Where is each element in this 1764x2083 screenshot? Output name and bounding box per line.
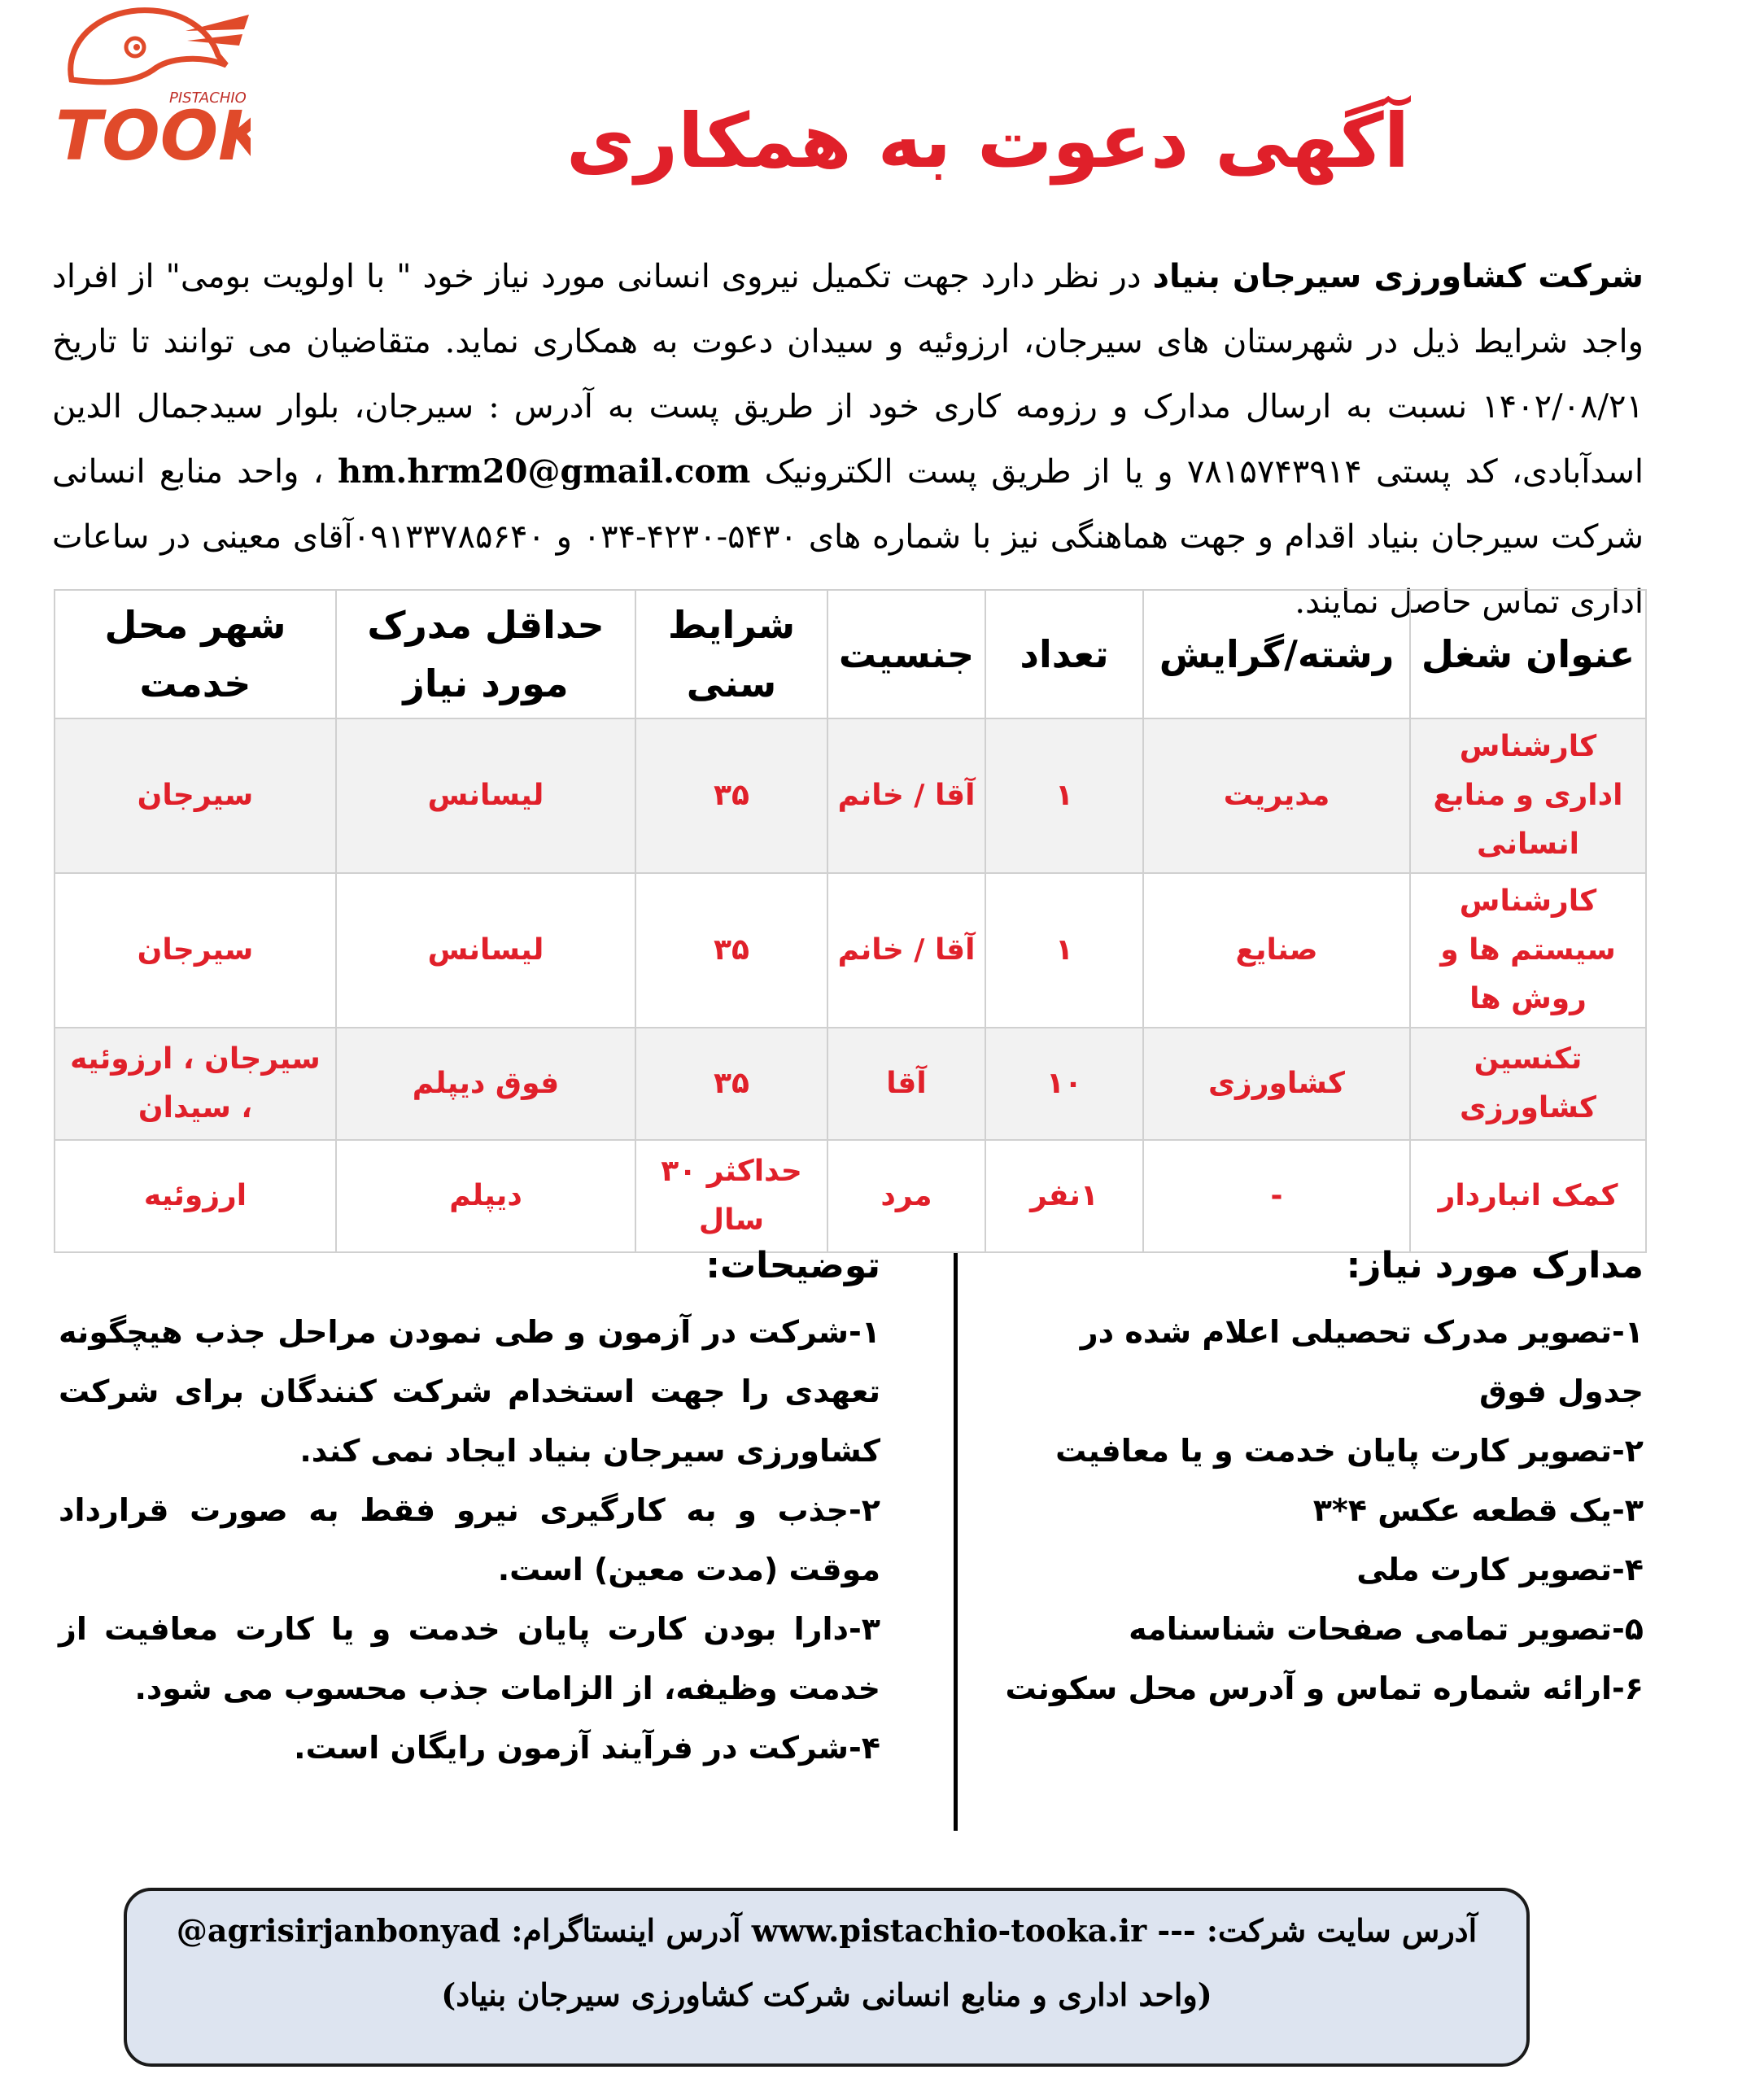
site-link[interactable]: www.pistachio-tooka.ir xyxy=(751,1912,1147,1949)
table-cell: کارشناس سیستم ها و روش ها xyxy=(1410,873,1646,1028)
header-cell: حداقل مدرک مورد نیاز xyxy=(336,590,635,718)
header-cell: شرایط سنی xyxy=(635,590,827,718)
table-cell: فوق دیپلم xyxy=(336,1028,635,1140)
list-item: ۵-تصویر تمامی صفحات شناسنامه xyxy=(1129,1611,1644,1647)
table-cell: ۱ xyxy=(985,718,1143,873)
list-item: ۱-شرکت در آزمون و طی نمودن مراحل جذب هیچگونه تعهدی را جهت استخدام شرکت کنندگان برای شرکت کشاورزی سیرجان بنیاد ایجاد نمی کند. xyxy=(59,1314,880,1469)
logo-sub: PISTACHIO xyxy=(169,90,247,107)
header-cell: شهر محل خدمت xyxy=(55,590,336,718)
table-cell: دیپلم xyxy=(336,1140,635,1252)
documents-title: مدارک مورد نیاز: xyxy=(1346,1245,1644,1286)
table-cell: آقا xyxy=(827,1028,985,1140)
header-cell: تعداد xyxy=(985,590,1143,718)
table-cell: سیرجان xyxy=(55,873,336,1028)
notes-section xyxy=(59,1245,880,1778)
table-row xyxy=(55,718,1646,873)
table-cell: آقا / خانم xyxy=(827,873,985,1028)
header-cell: عنوان شغل xyxy=(1410,590,1646,718)
list-item: ۳-یک قطعه عکس ۴*۳ xyxy=(1312,1492,1644,1528)
list-item: ۳-دارا بودن کارت پایان خدمت و یا کارت معافیت از خدمت وظیفه، از الزامات جذب محسوب می شود. xyxy=(59,1611,880,1706)
table-cell: مرد xyxy=(827,1140,985,1252)
table-cell: ۱۰ xyxy=(985,1028,1143,1140)
table-cell: سیرجان xyxy=(55,718,336,873)
list-item: ۴-شرکت در فرآیند آزمون رایگان است. xyxy=(294,1730,880,1766)
table-cell: کارشناس اداری و منابع انسانی xyxy=(1410,718,1646,873)
list-item: ۲-تصویر کارت پایان خدمت و یا معافیت xyxy=(1055,1433,1644,1469)
page-title: آگهی دعوت به همکاری xyxy=(565,98,1410,185)
intro-text-2: ، واحد منابع انسانی شرکت سیرجان بنیاد اقدام و جهت هماهنگی نیز با شماره های ۵۴۳۰-۴۲۳۰-۰۳۴ و ۰۹۱۳۳۷۸۵۶۴۰آقای معینی در ساعات اداری تماس حاصل نمایند. xyxy=(52,453,1644,621)
list-item: ۱-تصویر مدرک تحصیلی اعلام شده در جدول فوق xyxy=(1080,1314,1644,1409)
list-item: ۴-تصویر کارت ملی xyxy=(1356,1552,1644,1587)
table-cell: ۳۵ xyxy=(635,718,827,873)
table-cell: لیسانس xyxy=(336,718,635,873)
table-header-row xyxy=(55,590,1646,718)
email-link[interactable]: hm.hrm20@gmail.com xyxy=(337,452,751,491)
table-cell: ۳۵ xyxy=(635,873,827,1028)
table-cell: ارزوئیه xyxy=(55,1140,336,1252)
list-item: ۶-ارائه شماره تماس و آدرس محل سکونت xyxy=(1005,1670,1644,1706)
table-cell: آقا / خانم xyxy=(827,718,985,873)
list-item: ۲-جذب و به کارگیری نیرو فقط به صورت قرارداد موقت (مدت معین) است. xyxy=(59,1492,880,1587)
footer-links xyxy=(127,1912,1526,1949)
table-cell: ۱ xyxy=(985,873,1143,1028)
separator: --- xyxy=(1157,1912,1196,1949)
site-label: آدرس سایت شرکت: xyxy=(1206,1912,1478,1949)
table-cell: سیرجان ، ارزوئیه ، سیدان xyxy=(55,1028,336,1140)
table-cell: ۳۵ xyxy=(635,1028,827,1140)
table-row xyxy=(55,1028,1646,1140)
table-cell: - xyxy=(1143,1140,1410,1252)
header-cell: جنسیت xyxy=(827,590,985,718)
intro-text: در نظر دارد جهت تکمیل نیروی انسانی مورد نیاز خود " با اولویت بومی" از افراد واجد شرایط ذیل در شهرستان های سیرجان، ارزوئیه و سیدان دعوت به همکاری نماید. متقاضیان می توانند تا تاریخ ۱۴۰۲/۰۸/۲۱ نسبت به ارسال مدارک و رزومه کاری خود از طریق پست به آدرس : سیرجان، بلوار سیدجمال الدین اسدآبادی، کد پستی ۷۸۱۵۷۴۳۹۱۴ و یا از طریق پست الکترونیک xyxy=(52,258,1644,491)
intro-paragraph xyxy=(52,244,1644,635)
table-cell: لیسانس xyxy=(336,873,635,1028)
required-documents xyxy=(1001,1245,1644,1718)
company-name: شرکت کشاورزی سیرجان بنیاد xyxy=(1152,258,1644,295)
instagram-label: آدرس اینستاگرام: xyxy=(511,1912,741,1949)
header-cell: رشته/گرایش xyxy=(1143,590,1410,718)
instagram-link[interactable]: @agrisirjanbonyad xyxy=(176,1912,501,1949)
table-cell: ۱نفر xyxy=(985,1140,1143,1252)
footer-unit: (واحد اداری و منابع انسانی شرکت کشاورزی سیرجان بنیاد) xyxy=(441,1976,1212,2013)
jobs-table xyxy=(54,589,1647,1253)
table-cell: کشاورزی xyxy=(1143,1028,1410,1140)
table-row xyxy=(55,1140,1646,1252)
table-cell: مدیریت xyxy=(1143,718,1410,873)
table-cell: کمک انباردار xyxy=(1410,1140,1646,1252)
table-cell: تکنسین کشاورزی xyxy=(1410,1028,1646,1140)
notes-title: توضیحات: xyxy=(705,1245,880,1286)
table-cell: حداکثر ۳۰ سال xyxy=(635,1140,827,1252)
contact-footer xyxy=(124,1888,1530,2067)
table-row xyxy=(55,873,1646,1028)
logo-brand: TOO xyxy=(55,96,219,169)
table-cell: صنایع xyxy=(1143,873,1410,1028)
column-divider xyxy=(954,1253,958,1831)
